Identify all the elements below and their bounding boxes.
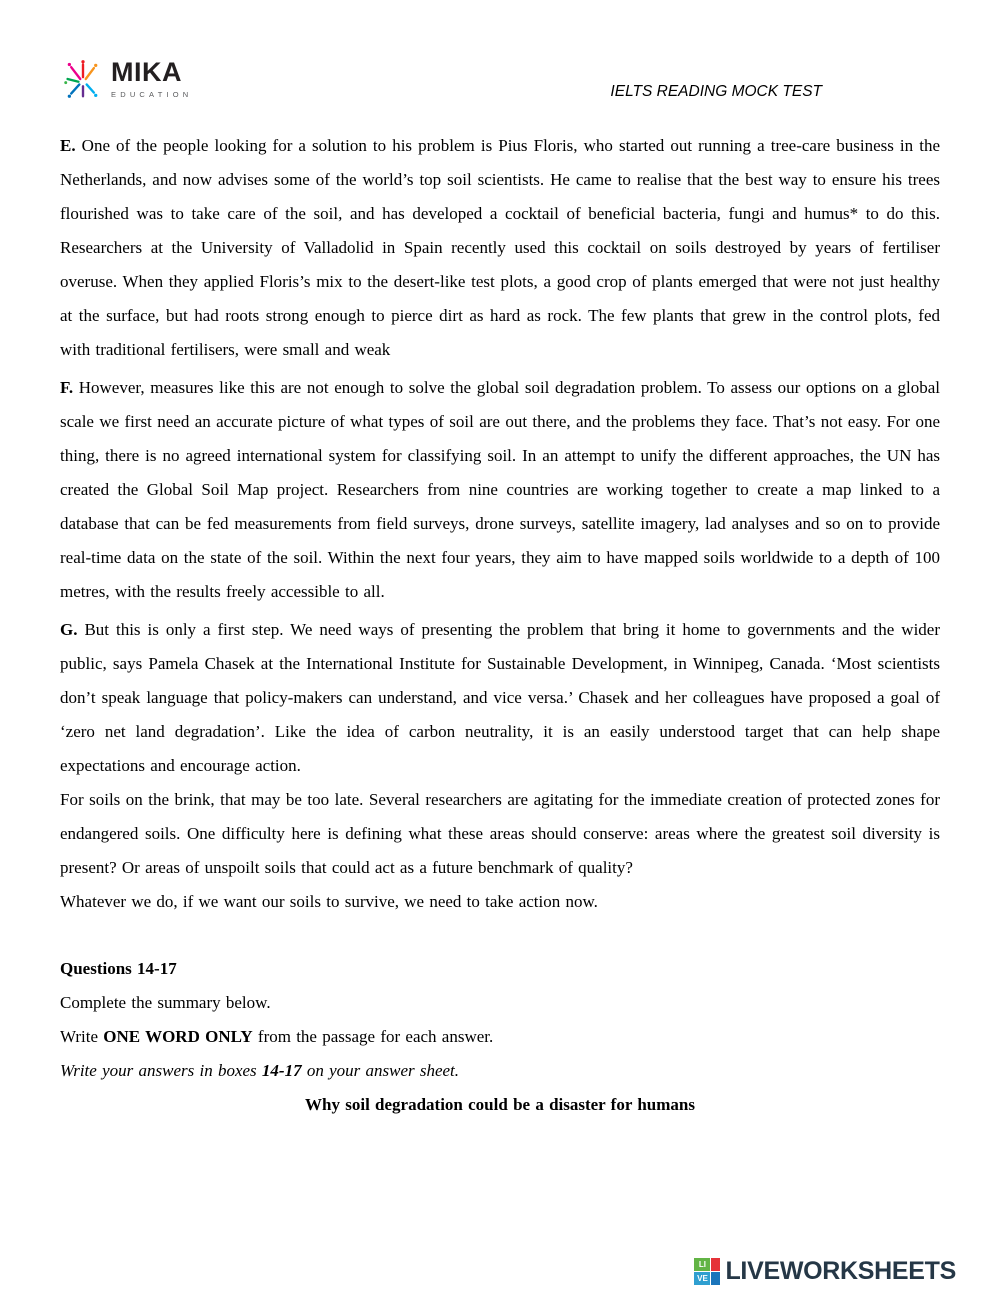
paragraph-conclusion: Whatever we do, if we want our soils to survive, we need to take action now. (60, 892, 598, 911)
instruction-one-word-post: from the passage for each answer. (252, 1027, 494, 1046)
paragraph-g-label: G. (60, 620, 78, 639)
paragraph-brink: For soils on the brink, that may be too late. Several researchers are agitating for the immediate creation of protected zones for endangered soils. One difficulty here is defining what these areas should conserve: areas where the greatest soil diversity is present? Or areas of unspoilt soils that could act as a future benchmark of quality? (60, 790, 940, 877)
instruction-answer-boxes-range: 14-17 (261, 1061, 302, 1080)
instruction-complete-summary: Complete the summary below. (60, 993, 271, 1012)
instruction-answer-boxes-pre: Write your answers in boxes (60, 1061, 262, 1080)
paragraph-f (60, 371, 940, 609)
liveworksheets-icon-ve: VE (694, 1272, 710, 1285)
instruction-one-word-pre: Write (60, 1027, 104, 1046)
brand-logo (63, 55, 192, 103)
liveworksheets-icon-red-block (711, 1258, 720, 1271)
instruction-one-word (60, 1020, 940, 1054)
instruction-answer-boxes-post: on your answer sheet. (301, 1061, 460, 1080)
paragraph-f-text: However, measures like this are not enough to solve the global soil degradation problem. To assess our options on a global scale we first need an accurate picture of what types of soil are out there, and the problems they face. That’s not easy. For one thing, there is no agreed international system for classifying soil. In an attempt to unify the different approaches, the UN has created the Global Soil Map project. Researchers from nine countries are working together to create a map linked to a database that can be fed measurements from field surveys, drone surveys, satellite imagery, lad analyses and so on to provide real-time data on the state of the soil. Within the next four years, they aim to have mapped soils worldwide to a depth of 100 metres, with the results freely accessible to all. (60, 378, 940, 601)
brand-name: MIKA (111, 57, 182, 87)
instruction-answer-boxes (60, 1054, 940, 1088)
header (0, 0, 1000, 103)
liveworksheets-icon (694, 1258, 719, 1284)
liveworksheets-logo[interactable] (694, 1258, 956, 1284)
instruction-one-word-bold: ONE WORD ONLY (103, 1027, 253, 1046)
paragraph-e-label: E. (60, 136, 76, 155)
summary-title: Why soil degradation could be a disaster for humans (305, 1095, 695, 1114)
liveworksheets-icon-blue-block (711, 1272, 720, 1285)
liveworksheets-wordmark: LIVEWORKSHEETS (725, 1256, 956, 1285)
liveworksheets-icon-li: LI (694, 1258, 710, 1271)
paragraph-e-text: One of the people looking for a solution to his problem is Pius Floris, who started out running a tree-care business in the Netherlands, and now advises some of the world’s top soil scientists. He came to realise that the best way to ensure his trees flourished was to take care of the soil, and has developed a cocktail of beneficial bacteria, fungi and humus* to do this. Researchers at the University of Valladolid in Spain recently used this cocktail on soils destroyed by years of fertiliser overuse. When they applied Floris’s mix to the desert-like test plots, a good crop of plants emerged that were not just healthy at the surface, but had roots strong enough to pierce dirt as hard as rock. The few plants that grew in the control plots, fed with traditional fertilisers, were small and weak (60, 136, 940, 359)
paragraph-e (60, 129, 940, 367)
doc-title: IELTS READING MOCK TEST (610, 83, 822, 100)
mika-burst-icon (63, 55, 103, 103)
paragraph-g-text: But this is only a first step. We need ways of presenting the problem that bring it home to governments and the wider public, says Pamela Chasek at the International Institute for Sustainable Development, in Winnipeg, Canada. ‘Most scientists don’t speak language that policy-makers can understand, and vice versa.’ Chasek and her colleagues have proposed a goal of ‘zero net land degradation’. Like the idea of carbon neutrality, it is an easily understood target that can help shape expectations and encourage action. (60, 620, 940, 775)
paragraph-g (60, 613, 940, 783)
brand-subtitle: EDUCATION (111, 90, 193, 99)
passage-body (0, 103, 1000, 1122)
paragraph-f-label: F. (60, 378, 74, 397)
brand-text (111, 59, 192, 99)
questions-heading: Questions 14-17 (60, 959, 177, 978)
